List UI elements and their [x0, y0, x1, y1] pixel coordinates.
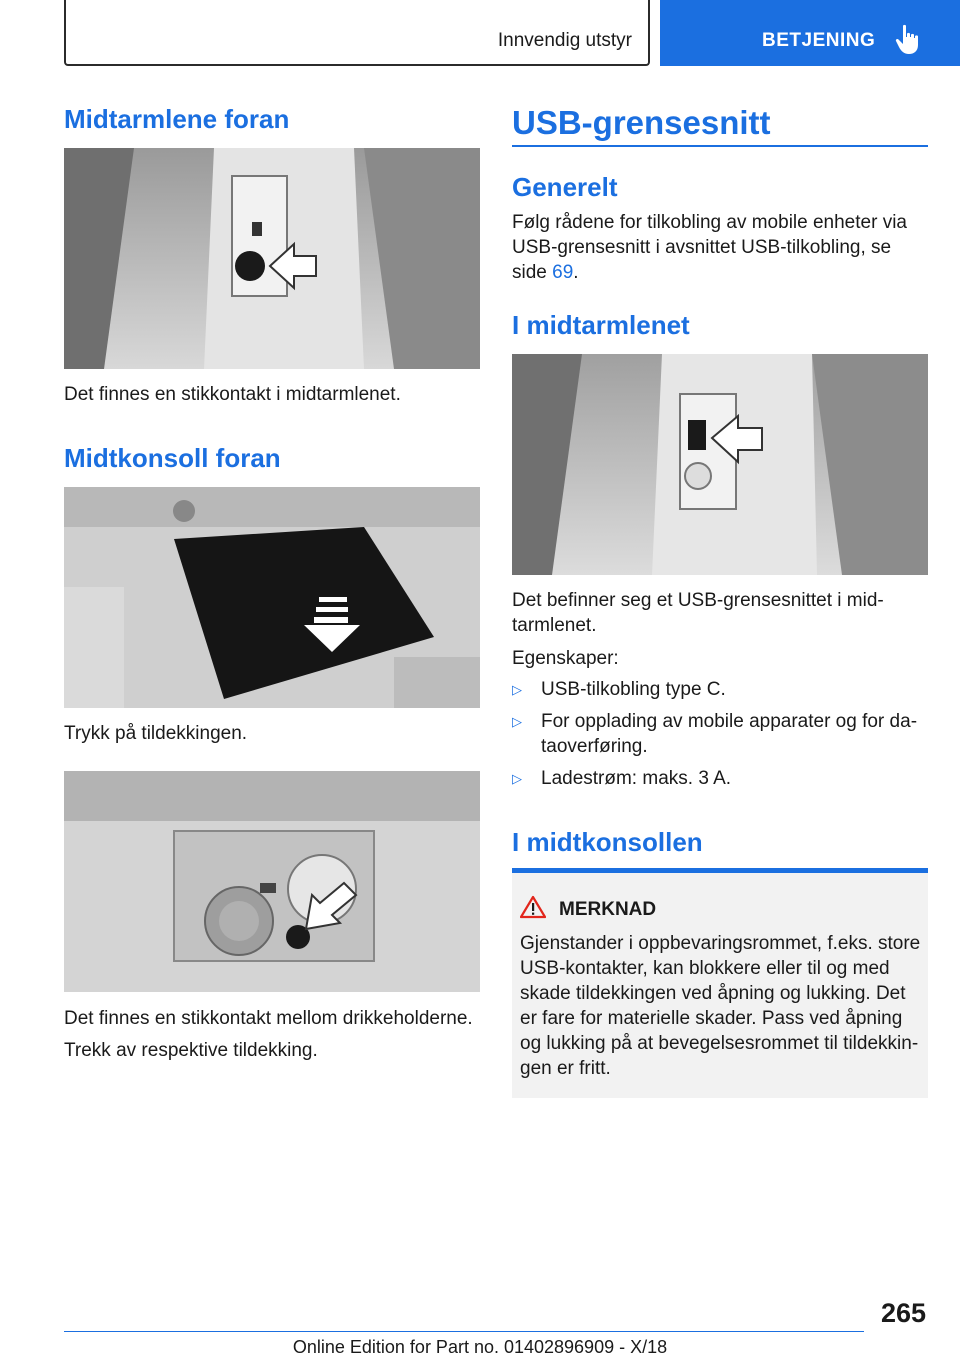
caption-pull-cover: Trekk av respektive tildekking.: [64, 1040, 318, 1061]
list-item: ▷ Ladestrøm: maks. 3 A.: [512, 768, 732, 789]
notice-title: MERKNAD: [559, 899, 657, 920]
image-cupholder-socket: [64, 771, 480, 992]
page-number: 265: [880, 1298, 926, 1328]
heading-i-midtarmlenet: I midtarmlenet: [512, 310, 690, 340]
image-console-cover: [64, 487, 480, 708]
list-item: ▷ USB-tilkobling type C.: [512, 679, 726, 700]
list-item: ▷ For opplading av mobile apparater og for dataoverføring.: [512, 711, 918, 757]
warning-triangle-icon: [520, 895, 546, 919]
header-chapter-tab: [660, 0, 960, 66]
heading-midtkonsoll-foran: Midtkonsoll foran: [64, 443, 281, 473]
label-egenskaper: Egenskaper:: [512, 648, 619, 669]
header-section-title: Innvendig utstyr: [497, 30, 632, 51]
heading-usb-grensesnitt: USB-grensesnitt: [512, 104, 771, 141]
header-chapter-title: BETJENING: [762, 30, 876, 51]
notice-box: [512, 868, 928, 1098]
image-armrest-socket: [64, 148, 480, 369]
notice-text: Gjenstander i oppbevaringsrommet, f.eks. store USB-kontakter, kan blokkere eller til og med skade tildekkingen ved åpning og lukking. Det er fare for materielle skader. Pass ved åpning og lukking på at bevegelsesrommet til tildekkingen er fritt.: [520, 933, 921, 1079]
caption-armrest-socket: Det finnes en stikkontakt i midtarmlenet.: [64, 384, 401, 405]
header-section-tab: [64, 0, 650, 66]
footer-rule: [64, 1331, 864, 1332]
paragraph-generelt: Følg rådene for tilkobling av mobile enheter via USB-grensesnitt i avsnittet USB-tilkobling, se side 69.: [512, 212, 907, 283]
bullet-triangle-icon: ▷: [512, 682, 522, 697]
heading-midtarmlene-foran: Midtarmlene foran: [64, 104, 290, 134]
hand-pointer-icon: [894, 24, 922, 56]
image-armrest-usb: [512, 354, 928, 575]
page-link-69[interactable]: 69: [552, 262, 574, 283]
paragraph-usb-location: Det befinner seg et USB-grensesnittet i midtarmlenet.: [512, 590, 884, 636]
bullet-triangle-icon: ▷: [512, 771, 522, 786]
bullet-triangle-icon: ▷: [512, 714, 522, 729]
footer-edition: Online Edition for Part no. 01402896909 - X/18: [292, 1337, 668, 1357]
heading-i-midtkonsollen: I midtkonsollen: [512, 827, 703, 857]
heading-generelt: Generelt: [512, 172, 618, 202]
caption-cupholder-socket: Det finnes en stikkontakt mellom drikkeholderne.: [64, 1008, 473, 1029]
heading-rule: [512, 145, 928, 147]
caption-press-cover: Trykk på tildekkingen.: [64, 723, 248, 744]
